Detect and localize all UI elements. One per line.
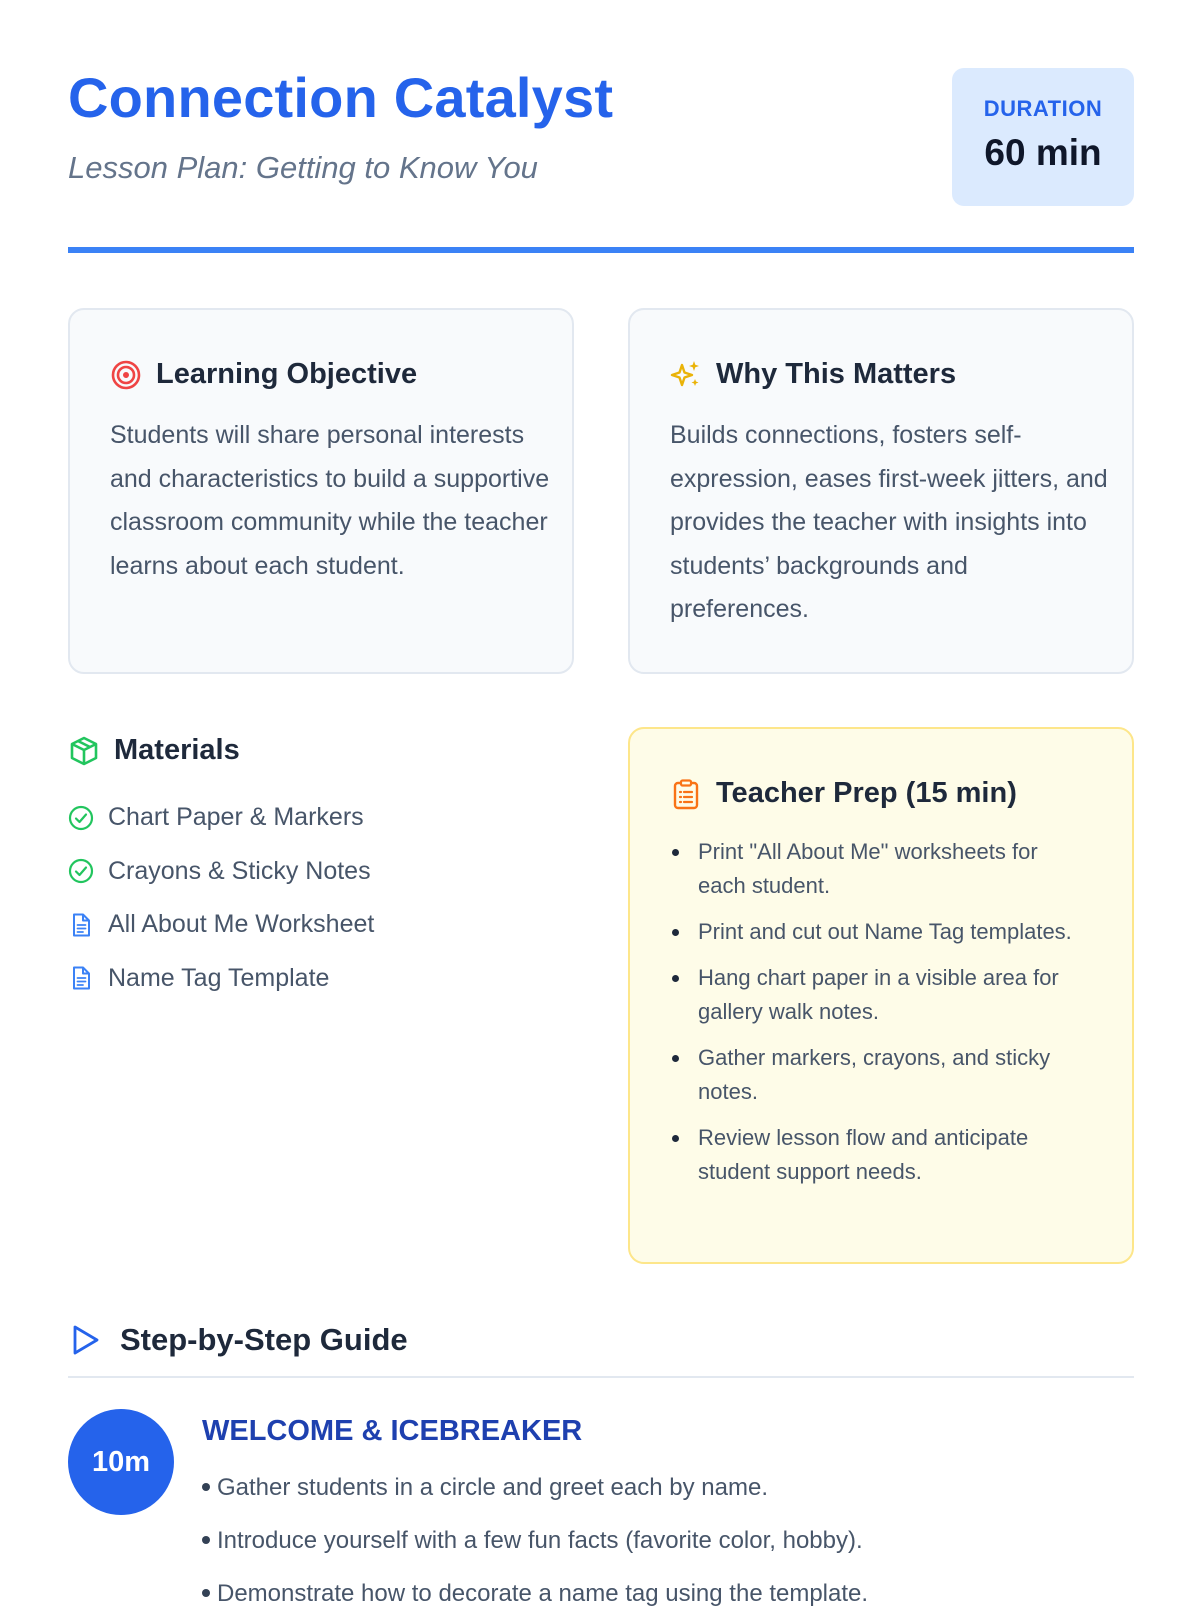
box-icon [68, 735, 100, 767]
material-label: Crayons & Sticky Notes [108, 856, 371, 885]
list-item [68, 791, 568, 845]
list-item: Gather markers, crayons, and sticky notes. [670, 1041, 1090, 1109]
list-item: Review lesson flow and anticipate student support needs. [670, 1121, 1090, 1189]
header [68, 66, 1134, 206]
learning-objective-title: Learning Objective [156, 358, 418, 390]
why-this-matters-text: Builds connections, fosters self-expression, eases first-week jitters, and provides the teacher with insights into students’ backgrounds and preferences. [670, 421, 1108, 623]
step-list [202, 1461, 868, 1620]
why-this-matters-title: Why This Matters [716, 358, 957, 390]
teacher-prep-header [670, 777, 1017, 810]
teacher-prep-title: Teacher Prep (15 min) [716, 777, 1017, 809]
list-item [202, 1461, 868, 1514]
check-circle-icon [68, 858, 94, 884]
list-item [202, 1514, 868, 1567]
page-title: Connection Catalyst [68, 66, 614, 129]
material-label: Name Tag Template [108, 963, 330, 992]
document-icon [68, 965, 94, 991]
list-item [68, 898, 568, 952]
list-item: Hang chart paper in a visible area for gallery walk notes. [670, 961, 1090, 1029]
materials-section [68, 734, 568, 1005]
materials-header [68, 734, 568, 767]
step-item-text: Introduce yourself with a few fun facts (favorite color, hobby). [217, 1527, 863, 1554]
list-item [68, 952, 568, 1006]
list-item [68, 845, 568, 899]
step-title: WELCOME & ICEBREAKER [202, 1415, 583, 1447]
check-circle-icon [68, 805, 94, 831]
why-this-matters-header [670, 358, 956, 391]
header-divider [68, 247, 1134, 253]
bullet-icon [202, 1589, 210, 1597]
list-item: Print "All About Me" worksheets for each student. [670, 835, 1090, 903]
step-by-step-header [68, 1318, 1134, 1362]
step-divider [68, 1376, 1134, 1378]
material-label: Chart Paper & Markers [108, 803, 364, 832]
duration-badge [952, 68, 1134, 206]
learning-objective-header [110, 358, 417, 391]
step-duration-badge: 10m [68, 1409, 174, 1515]
step-item-text: Gather students in a circle and greet each by name. [217, 1474, 768, 1501]
list-item [202, 1567, 868, 1620]
clipboard-icon [670, 778, 702, 810]
page-subtitle: Lesson Plan: Getting to Know You [68, 150, 538, 185]
play-icon [68, 1323, 102, 1357]
teacher-prep-card [628, 727, 1134, 1264]
materials-title: Materials [114, 734, 240, 766]
step-by-step-section [68, 1318, 1134, 1607]
material-label: All About Me Worksheet [108, 910, 375, 939]
list-item: Print and cut out Name Tag templates. [670, 915, 1090, 949]
duration-label: DURATION [983, 96, 1103, 121]
bullet-icon [202, 1536, 210, 1544]
materials-list [68, 791, 568, 1005]
target-icon [110, 359, 142, 391]
step-item-text: Demonstrate how to decorate a name tag using the template. [217, 1580, 869, 1607]
learning-objective-text: Students will share personal interests and characteristics to build a supportive classroom community while the teacher learns about each student. [110, 421, 550, 580]
document-icon [68, 912, 94, 938]
duration-value: 60 min [984, 132, 1102, 173]
step-by-step-title: Step-by-Step Guide [120, 1322, 408, 1357]
bullet-icon [202, 1483, 210, 1491]
why-this-matters-card [628, 308, 1134, 674]
learning-objective-card [68, 308, 574, 674]
sparkles-icon [670, 359, 702, 391]
teacher-prep-list [670, 835, 1090, 1201]
